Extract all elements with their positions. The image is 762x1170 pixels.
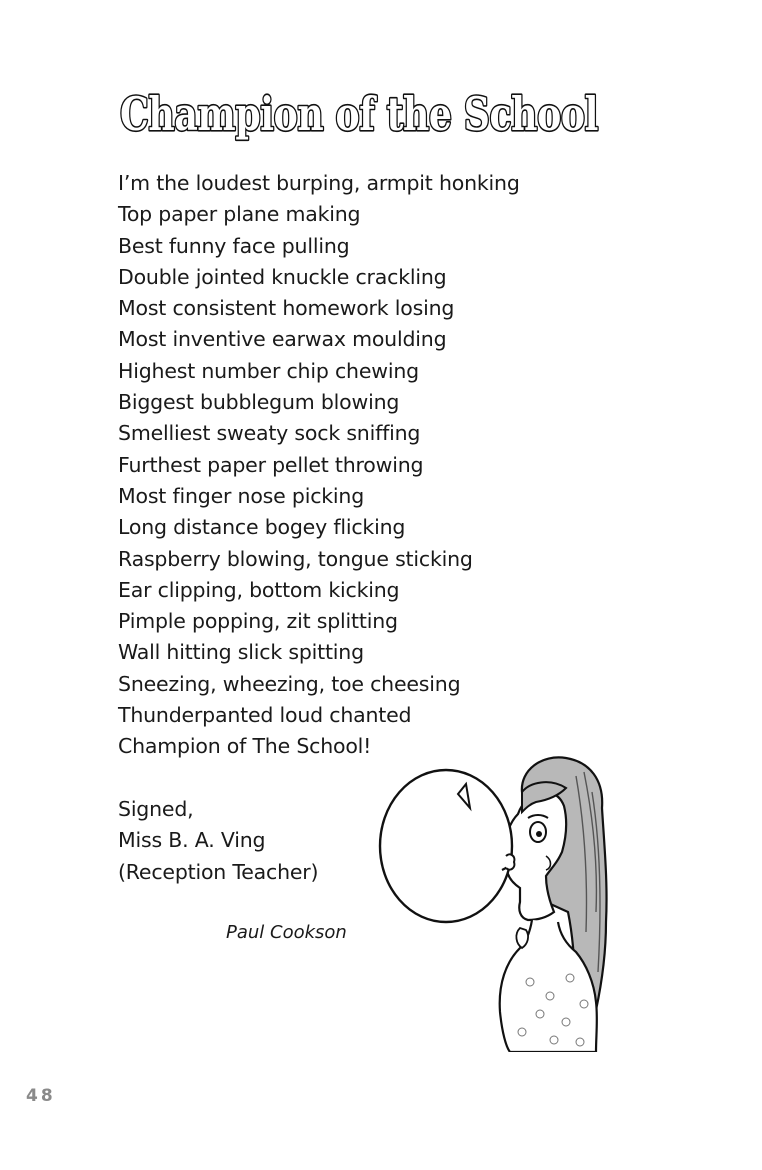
eye-pupil xyxy=(536,831,542,837)
signoff-line: Signed, xyxy=(118,797,194,821)
poem-body xyxy=(118,168,578,763)
poem-line: Biggest bubblegum blowing xyxy=(118,390,400,415)
poem-signoff xyxy=(118,794,318,888)
poem-line: I’m the loudest burping, armpit honking xyxy=(118,171,520,195)
poem-line: Ear clipping, bottom kicking xyxy=(118,577,400,602)
poem-line: Most consistent homework losing xyxy=(118,296,455,321)
poem-line: Pimple popping, zit splitting xyxy=(118,609,398,634)
girl-blowing-bubblegum-illustration xyxy=(370,752,640,1052)
poem-line: Raspberry blowing, tongue sticking xyxy=(118,546,473,571)
poem-line: Top paper plane making xyxy=(118,202,361,227)
poem-line: Most finger nose picking xyxy=(118,483,365,508)
hand-shape xyxy=(516,928,528,948)
poem-title-text: Champion of the School xyxy=(120,87,599,141)
poem-line: Furthest paper pellet throwing xyxy=(118,452,424,477)
poem-line: Thunderpanted loud chanted xyxy=(118,703,412,728)
poem-line: Wall hitting slick spitting xyxy=(118,640,364,665)
poem-line: Smelliest sweaty sock sniffing xyxy=(118,421,421,446)
poem-title-art xyxy=(118,80,678,150)
bubble-shape xyxy=(380,770,512,922)
signoff-line: (Reception Teacher) xyxy=(118,859,319,884)
poem-line: Sneezing, wheezing, toe cheesing xyxy=(118,671,461,696)
lips-shape xyxy=(506,854,514,869)
page-number: 48 xyxy=(26,1086,56,1106)
poem-line: Highest number chip chewing xyxy=(118,358,419,383)
poem-line: Most inventive earwax moulding xyxy=(118,327,447,352)
bubblegum-drawing xyxy=(370,752,640,1052)
signoff-line: Miss B. A. Ving xyxy=(118,828,266,853)
poem-author: Paul Cookson xyxy=(226,922,347,943)
poem-title xyxy=(118,80,678,150)
poem-line: Champion of The School! xyxy=(118,734,372,759)
poem-line: Double jointed knuckle crackling xyxy=(118,264,447,289)
poem-line: Best funny face pulling xyxy=(118,233,350,258)
poem-line: Long distance bogey flicking xyxy=(118,515,406,540)
